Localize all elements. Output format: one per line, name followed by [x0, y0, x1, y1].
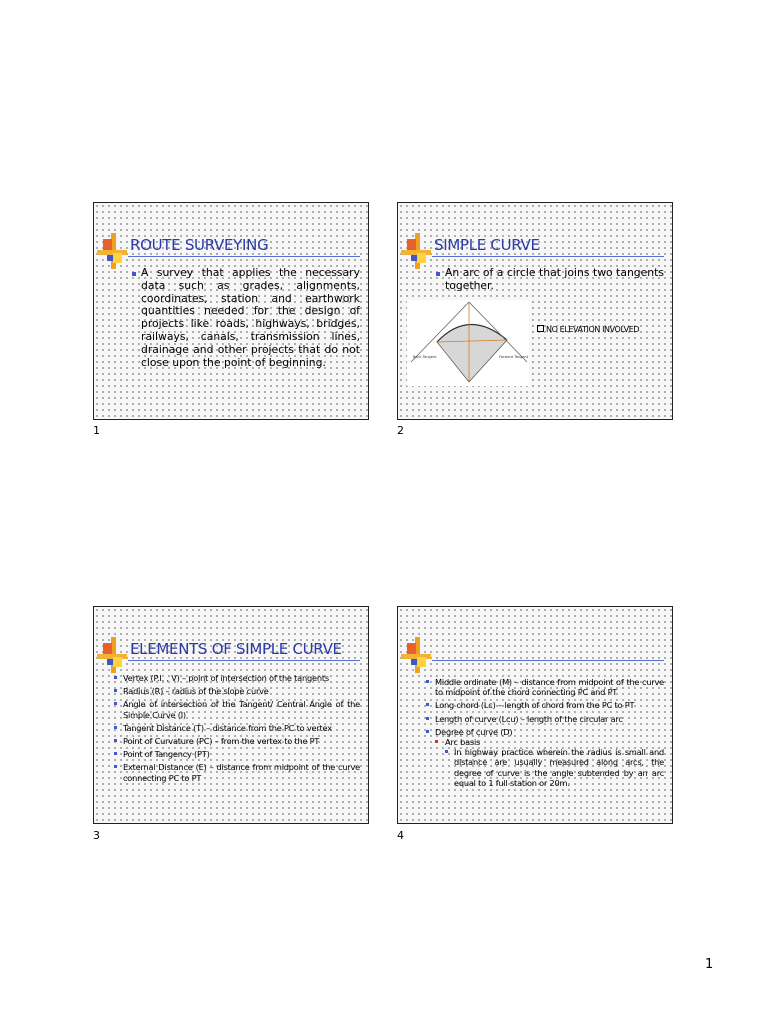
slide-number: 1: [93, 424, 100, 437]
sub-sub-bullet-item: In highway practice wherein the radius is small and distance are usually measured along arcs, the degree of curve is the angle subtended by an arc equal to 1 full station or 20m.: [445, 747, 664, 788]
title-underline: [128, 660, 360, 661]
slide-logo-icon: [401, 233, 431, 269]
bullet-list: [436, 267, 664, 293]
slide-number: 3: [93, 829, 100, 842]
bullet-item: Degree of curve (D) Arc basis In highway practice wherein the radius is small and distance are usually measured along arcs, the degree of curve is the angle subtended by an arc equal to 1 full station or 20m.: [426, 727, 664, 788]
slide-1: [93, 202, 369, 420]
slide-logo-icon: [401, 637, 431, 673]
slide-4: [397, 606, 673, 824]
slide-logo-icon: [97, 637, 127, 673]
bullet-item: External Distance (E) – distance from midpoint of the curve connecting PC to PT: [114, 762, 360, 782]
bullet-item: Middle ordinate (M) – distance from midpoint of the curve to midpoint of the chord connecting PC and PT: [426, 677, 664, 697]
title-underline: [432, 256, 664, 257]
checkbox-icon: [537, 325, 544, 332]
bullet-item: Length of curve (Lcu) – length of the circular arc: [426, 714, 664, 724]
simple-curve-figure: [407, 300, 529, 386]
page-number: 1: [705, 957, 714, 972]
bullet-list: [132, 267, 360, 369]
bullet-item: A survey that applies the necessary data such as grades, alignments, coordinates, station and earthwork quantities needed for the design of projects like roads, highways, bridges, railways, canals, transmission lines, drainage and other projects that do not close upon the point of beginning.: [132, 267, 360, 369]
slide-logo-icon: [97, 233, 127, 269]
bullet-item: Point of Curvature (PC) – from the vertex to the PT: [114, 736, 360, 746]
back-tangent-label: Back Tangent: [413, 355, 437, 359]
slide-3: [93, 606, 369, 824]
slide-title: ROUTE SURVEYING: [130, 236, 269, 254]
bullet-item: An arc of a circle that joins two tangents together.: [436, 267, 664, 293]
bullet-item: Point of Tangency (PT): [114, 749, 360, 759]
sub-bullet-list: [435, 737, 664, 788]
note-text: NO ELEVATION INVOLVED: [537, 325, 639, 334]
bullet-item: Long chord (Lc) – length of chord from the PC to PT: [426, 700, 664, 710]
bullet-item: Vertex (P.I. , V) – point of intersection of the tangents: [114, 673, 360, 683]
bullet-item: Tangent Distance (T) – distance from the PC to vertex: [114, 723, 360, 733]
slide-2: [397, 202, 673, 420]
slide-title: ELEMENTS OF SIMPLE CURVE: [130, 640, 342, 658]
sub-bullet-item: Arc basis In highway practice wherein the radius is small and distance are usually measured along arcs, the degree of curve is the angle subtended by an arc equal to 1 full station or 20m.: [435, 737, 664, 788]
title-underline: [128, 256, 360, 257]
forward-tangent-label: Forward Tangent: [499, 355, 529, 359]
bullet-item: Angle of intersection of the Tangent/ Central Angle of the Simple Curve (I): [114, 699, 360, 719]
slide-number: 2: [397, 424, 404, 437]
sub-sub-bullet-list: [445, 747, 664, 788]
bullet-list: [114, 673, 360, 786]
bullet-item: Radius (R) – radius of the slope curve: [114, 686, 360, 696]
slide-title: SIMPLE CURVE: [434, 236, 540, 254]
slide-number: 4: [397, 829, 404, 842]
bullet-list: [426, 677, 664, 791]
title-underline: [432, 660, 664, 661]
